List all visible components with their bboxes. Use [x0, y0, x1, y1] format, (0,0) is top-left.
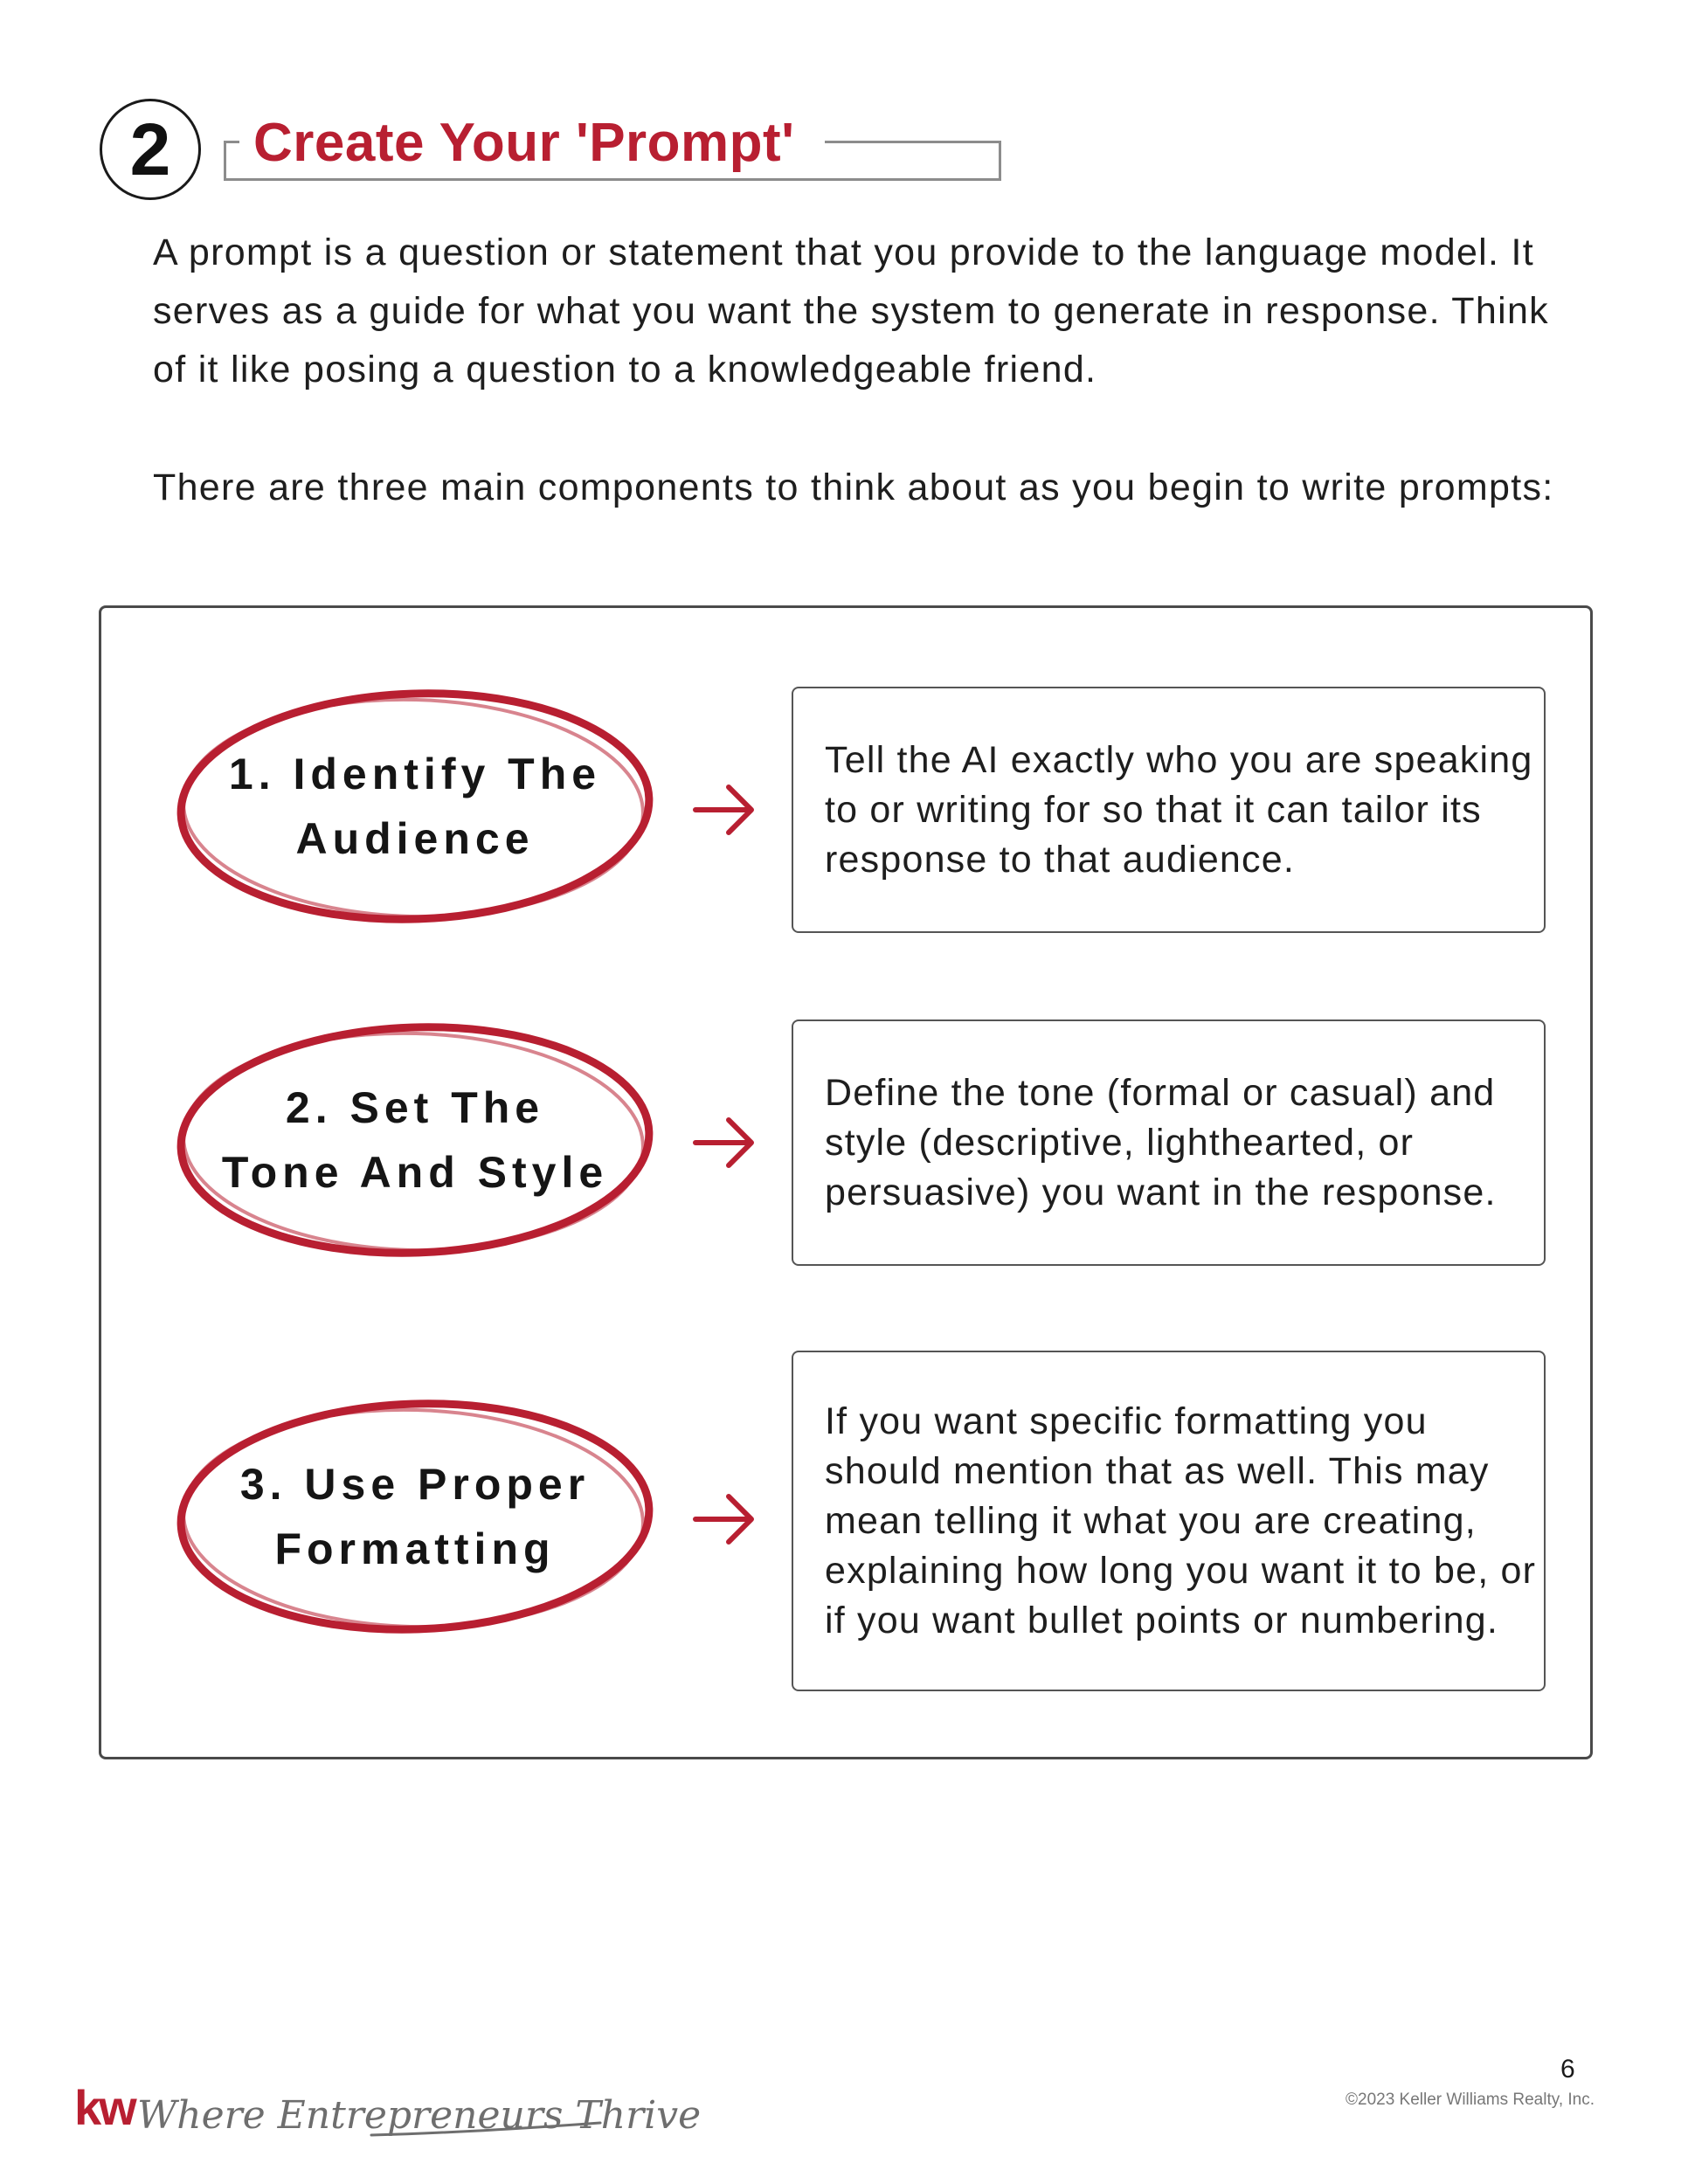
component-description: Tell the AI exactly who you are speaking to or writing for so that it can tailor its response to that audience.	[825, 738, 1533, 881]
kw-mark: kw	[74, 2080, 135, 2135]
page-title: Create Your 'Prompt'	[253, 113, 795, 173]
component-description: If you want specific formatting you should mention that as well. This may mean telling it what you are creating, explaining how long you want it to be, or if you want bullet points or numbering.	[825, 1400, 1537, 1641]
component-label: 3. Use Proper Formatting	[239, 1460, 591, 1573]
arrow-right-icon	[690, 1108, 760, 1178]
arrow-right-icon	[690, 775, 760, 845]
copyright: ©2023 Keller Williams Realty, Inc.	[1346, 2091, 1595, 2109]
step-number-badge: 2	[100, 99, 201, 200]
component-label: 1. Identify The Audience	[228, 750, 602, 863]
description-box	[792, 1019, 1546, 1266]
title-frame-tick	[224, 141, 239, 143]
kw-logo	[74, 2070, 702, 2158]
arrow-right-icon	[690, 1484, 760, 1554]
page-number: 6	[1560, 2055, 1575, 2084]
tagline: Where Entrepreneurs Thrive	[137, 2093, 702, 2138]
description-box	[792, 1351, 1546, 1691]
intro-paragraph: A prompt is a question or statement that you provide to the language model. It serves as a guide for what you want the system to generate in response. Think of it like posing a question to a knowledgeable friend.	[153, 232, 1549, 390]
component-description: Define the tone (formal or casual) and style (descriptive, lighthearted, or persuasive) you want in the response.	[825, 1071, 1497, 1213]
description-box	[792, 687, 1546, 933]
title-frame-tick	[825, 141, 1001, 143]
component-label: 2. Set The Tone And Style	[221, 1083, 609, 1197]
intro-paragraph: There are three main components to think about as you begin to write prompts:	[153, 467, 1554, 508]
